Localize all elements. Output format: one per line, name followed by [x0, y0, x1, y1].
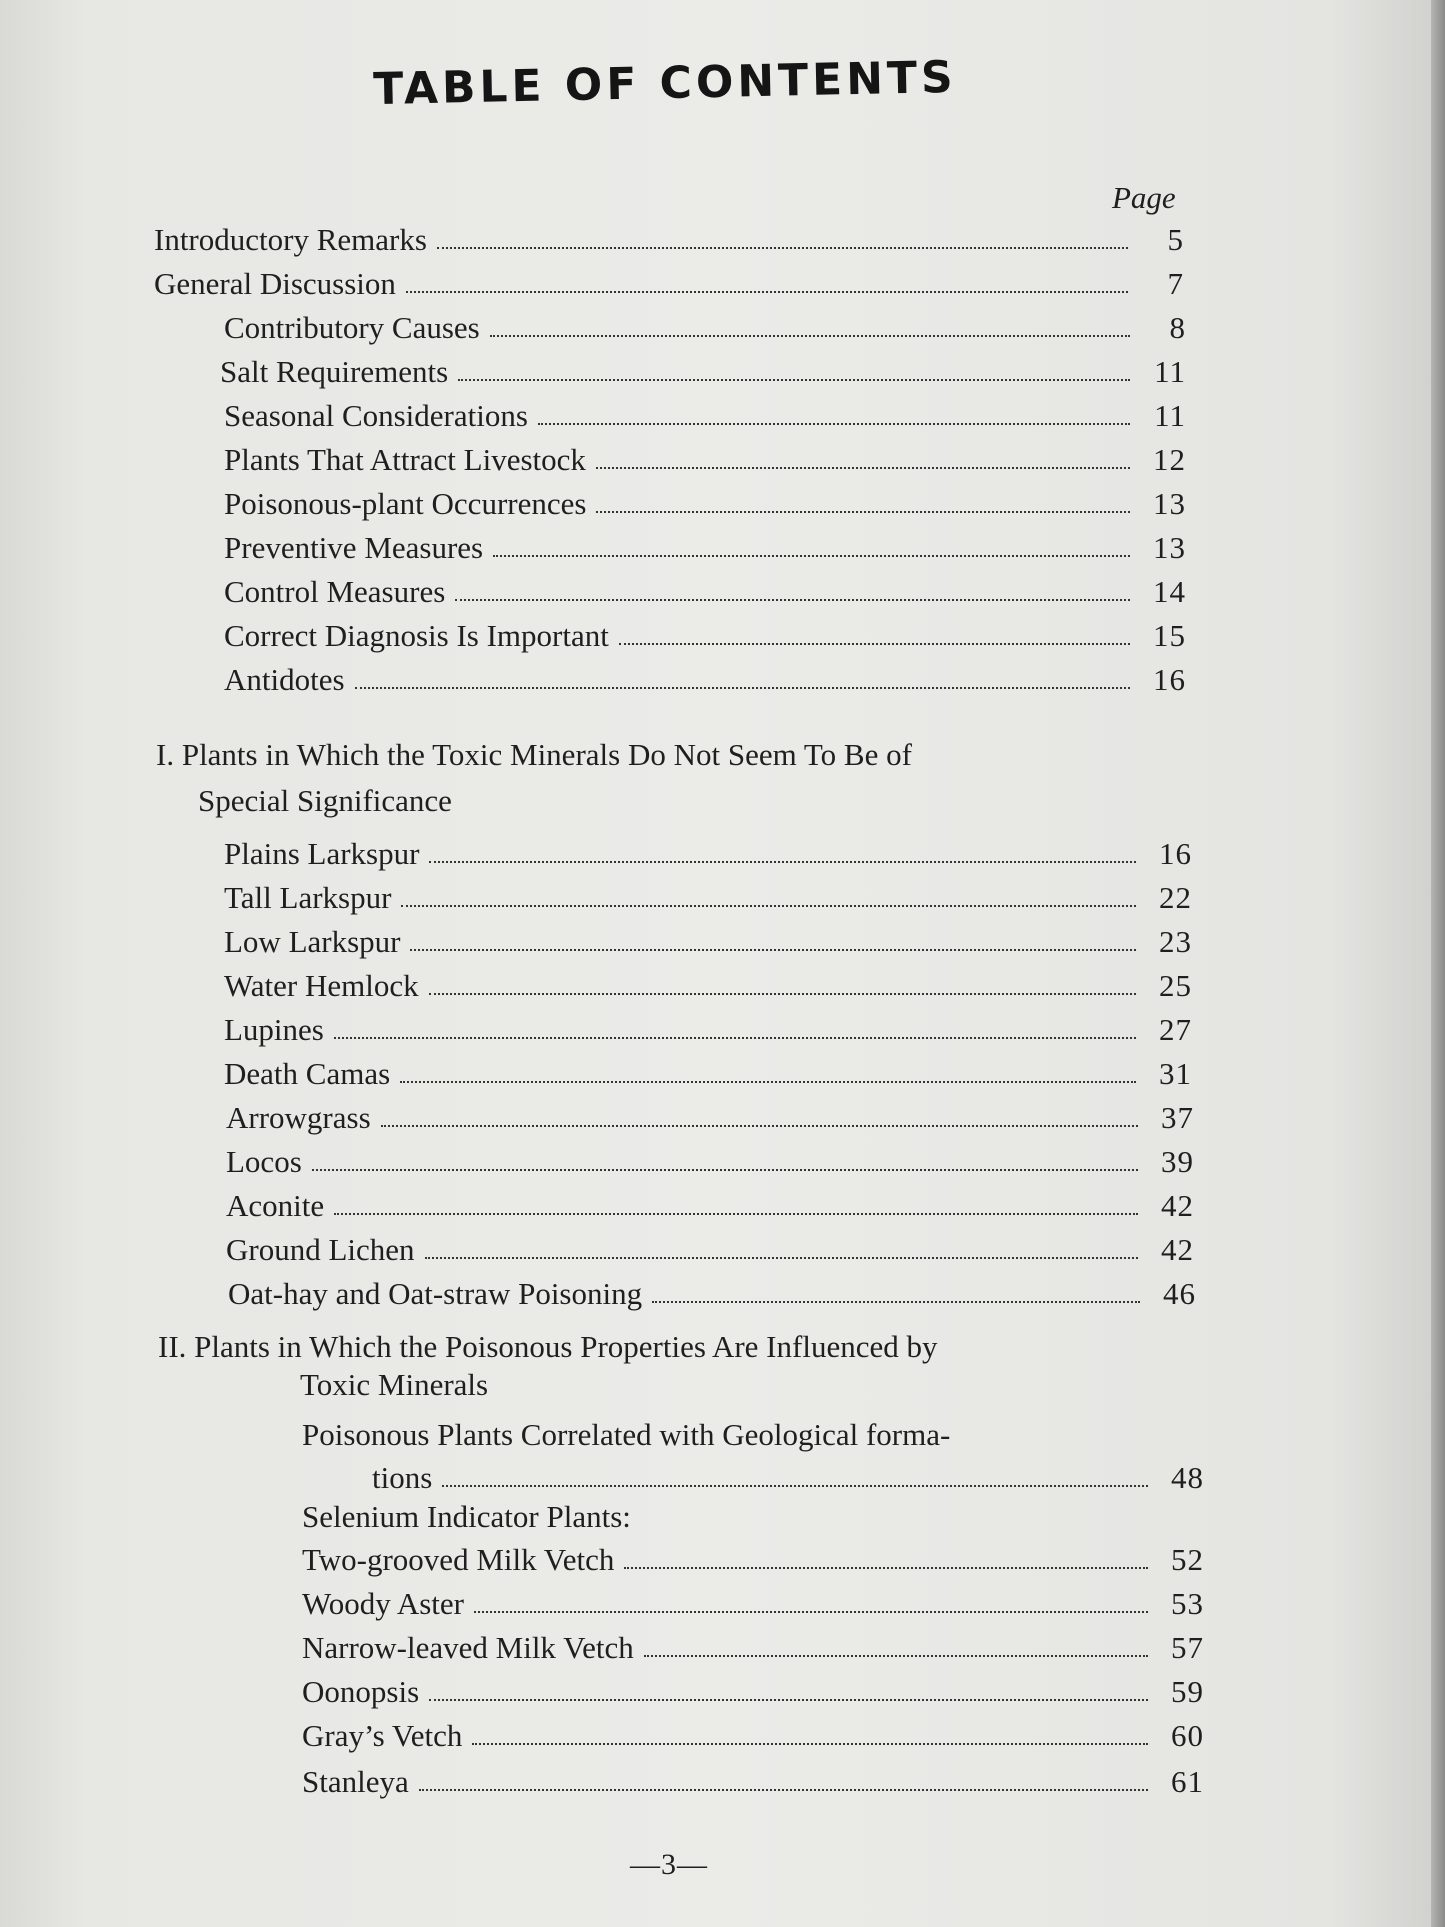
subsection-heading: Selenium Indicator Plants: — [302, 1499, 631, 1534]
dot-leader — [419, 1789, 1148, 1791]
toc-entry-page: 42 — [1161, 1232, 1194, 1267]
dot-leader — [381, 1125, 1138, 1127]
toc-entry-label: Two-grooved Milk Vetch — [302, 1542, 615, 1577]
section-heading-cont: Toxic Minerals — [300, 1367, 489, 1402]
toc-entry-page: 16 — [1159, 836, 1192, 871]
toc-subentry — [224, 658, 1186, 698]
toc-entry-page: 11 — [1154, 398, 1186, 433]
dot-leader — [458, 379, 1130, 381]
toc-subentry — [224, 306, 1186, 346]
page-column-header: Page — [1112, 180, 1176, 215]
dot-leader — [410, 949, 1136, 951]
toc-subentry — [302, 1760, 1204, 1800]
page-title: TABLE OF CONTENTS — [372, 51, 958, 116]
toc-entry-label: Poisonous Plants Correlated with Geological forma- — [302, 1417, 951, 1452]
toc-entry-label: Stanleya — [302, 1764, 409, 1799]
toc-entry-label: General Discussion — [154, 266, 396, 301]
toc-entry-label: Oat-hay and Oat-straw Poisoning — [228, 1276, 643, 1311]
toc-subentry — [224, 964, 1192, 1004]
toc-subentry — [224, 1052, 1192, 1092]
dot-leader — [538, 423, 1130, 425]
dot-leader — [472, 1743, 1148, 1745]
toc-entry-page: 23 — [1159, 924, 1192, 959]
dot-leader — [400, 1081, 1136, 1083]
toc-entry-label: Low Larkspur — [224, 924, 401, 959]
toc-subentry — [228, 1272, 1196, 1312]
dot-leader — [334, 1213, 1138, 1215]
toc-entry-label: Plants That Attract Livestock — [224, 442, 586, 477]
toc-entry-page: 11 — [1154, 354, 1186, 389]
section-heading-cont: Special Significance — [198, 783, 452, 818]
toc-entry-page: 59 — [1171, 1674, 1204, 1709]
toc-subentry — [224, 570, 1186, 610]
toc-entry-label: Narrow-leaved Milk Vetch — [302, 1630, 634, 1665]
dot-leader — [429, 1699, 1148, 1701]
toc-entry-page: 52 — [1171, 1542, 1204, 1577]
dot-leader — [437, 247, 1128, 249]
toc-subentry — [226, 1228, 1194, 1268]
toc-entry-page: 13 — [1153, 486, 1186, 521]
toc-entry-label: Water Hemlock — [224, 968, 419, 1003]
dot-leader — [406, 291, 1128, 293]
toc-entry-page: 57 — [1171, 1630, 1204, 1665]
toc-entry-page: 22 — [1159, 880, 1192, 915]
toc-subentry — [224, 1008, 1192, 1048]
toc-entry-label: Introductory Remarks — [154, 222, 427, 257]
dot-leader — [652, 1301, 1140, 1303]
toc-subentry — [224, 394, 1186, 434]
toc-subentry — [224, 482, 1186, 522]
toc-subentry — [224, 526, 1186, 566]
toc-entry-label: Poisonous-plant Occurrences — [224, 486, 587, 521]
dot-leader — [644, 1655, 1148, 1657]
toc-entry-page: 16 — [1153, 662, 1186, 697]
toc-entry-page: 60 — [1171, 1718, 1204, 1753]
toc-subentry — [302, 1538, 1204, 1578]
toc-entry-page: 42 — [1161, 1188, 1194, 1223]
toc-entry-label: Woody Aster — [302, 1586, 464, 1621]
toc-entry-page: 46 — [1163, 1276, 1196, 1311]
toc-subentry — [224, 614, 1186, 654]
toc-entry-page: 61 — [1171, 1764, 1204, 1799]
toc-entry-page: 5 — [1167, 222, 1184, 257]
dot-leader — [624, 1567, 1148, 1569]
page-number-footer: —3— — [630, 1848, 708, 1881]
toc-entry-page: 13 — [1153, 530, 1186, 565]
toc-entry-page: 25 — [1159, 968, 1192, 1003]
toc-subentry — [224, 920, 1192, 960]
dot-leader — [425, 1257, 1138, 1259]
toc-entry-label: Tall Larkspur — [224, 880, 392, 915]
toc-entry-label: Locos — [226, 1144, 302, 1179]
toc-subentry — [226, 1184, 1194, 1224]
toc-entry-page: 27 — [1159, 1012, 1192, 1047]
toc-entry-label: Aconite — [226, 1188, 325, 1223]
toc-entry-label: Contributory Causes — [224, 310, 480, 345]
toc-subentry — [220, 350, 1186, 390]
toc-entry-page: 39 — [1161, 1144, 1194, 1179]
toc-entry-page: 7 — [1167, 266, 1184, 301]
toc-entry-label: Seasonal Considerations — [224, 398, 528, 433]
dot-leader — [401, 905, 1136, 907]
dot-leader — [312, 1169, 1138, 1171]
dot-leader — [442, 1485, 1148, 1487]
toc-entry-label: Correct Diagnosis Is Important — [224, 618, 609, 653]
toc-subentry — [224, 876, 1192, 916]
toc-entry-page: 31 — [1159, 1056, 1192, 1091]
dot-leader — [429, 861, 1136, 863]
toc-entry-label: Arrowgrass — [226, 1100, 371, 1135]
toc-entry-label: Death Camas — [224, 1056, 391, 1091]
toc-entry-page: 37 — [1161, 1100, 1194, 1135]
toc-subentry — [302, 1670, 1204, 1710]
toc-entry-label: Preventive Measures — [224, 530, 484, 565]
dot-leader — [596, 467, 1130, 469]
book-edge — [1431, 0, 1445, 1927]
dot-leader — [455, 599, 1130, 601]
toc-entry — [154, 218, 1184, 258]
dot-leader — [429, 993, 1136, 995]
toc-entry-label: Ground Lichen — [226, 1232, 415, 1267]
dot-leader — [490, 335, 1130, 337]
toc-subentry — [224, 438, 1186, 478]
dot-leader — [355, 687, 1130, 689]
toc-subentry — [302, 1582, 1204, 1622]
toc-subentry — [226, 1140, 1194, 1180]
toc-entry-label: Oonopsis — [302, 1674, 420, 1709]
toc-subentry — [226, 1096, 1194, 1136]
toc-entry-label: Antidotes — [224, 662, 345, 697]
toc-entry-page: 15 — [1153, 618, 1186, 653]
toc-entry — [154, 262, 1184, 302]
dot-leader — [596, 511, 1130, 513]
toc-entry-label-cont: tions — [372, 1460, 433, 1495]
toc-entry-page: 8 — [1169, 310, 1186, 345]
toc-subentry — [372, 1456, 1204, 1496]
toc-entry-label: Plains Larkspur — [224, 836, 420, 871]
dot-leader — [334, 1037, 1136, 1039]
dot-leader — [619, 643, 1130, 645]
toc-entry-page: 14 — [1153, 574, 1186, 609]
section-heading: I. Plants in Which the Toxic Minerals Do Not Seem To Be of — [156, 737, 912, 772]
toc-entry-page: 53 — [1171, 1586, 1204, 1621]
toc-entry-label: Gray’s Vetch — [302, 1718, 463, 1753]
toc-entry-label: Control Measures — [224, 574, 446, 609]
toc-entry-label: Lupines — [224, 1012, 324, 1047]
toc-entry-page: 48 — [1171, 1460, 1204, 1495]
section-heading: II. Plants in Which the Poisonous Properties Are Influenced by — [158, 1329, 938, 1364]
toc-subentry — [302, 1714, 1204, 1754]
dot-leader — [493, 555, 1130, 557]
dot-leader — [474, 1611, 1148, 1613]
toc-subentry — [224, 832, 1192, 872]
toc-entry-page: 12 — [1153, 442, 1186, 477]
toc-subentry — [302, 1626, 1204, 1666]
toc-entry-label: Salt Requirements — [220, 354, 449, 389]
